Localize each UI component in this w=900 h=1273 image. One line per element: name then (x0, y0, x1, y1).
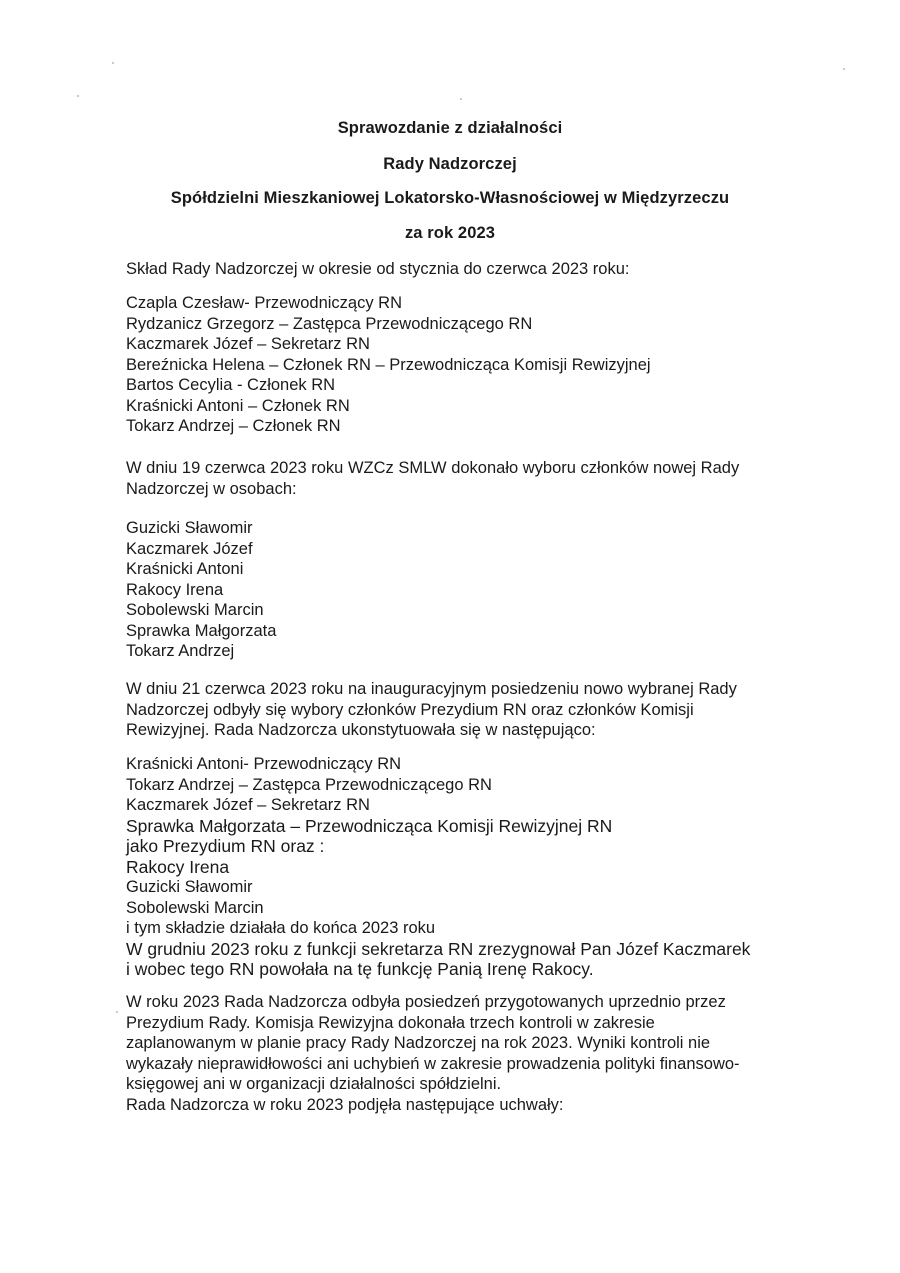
report-title-line4: za rok 2023 (404, 224, 496, 242)
section3-intro (126, 679, 806, 741)
section4-line1: W roku 2023 Rada Nadzorcza odbyła posiedzeń przygotowanych uprzednio przez (126, 993, 726, 1011)
list-item: Czapla Czesław- Przewodniczący RN (126, 294, 403, 312)
list-item: jako Prezydium RN oraz : (126, 836, 325, 856)
section2-intro (126, 458, 806, 499)
list-item: Sprawka Małgorzata – Przewodnicząca Komisji Rewizyjnej RN (126, 815, 613, 836)
list-item: i tym składzie działała do końca 2023 roku (126, 919, 436, 937)
list-item: Kraśnicki Antoni- Przewodniczący RN (126, 755, 402, 773)
section4-line3: zaplanowanym w planie pracy Rady Nadzorczej na rok 2023. Wyniki kontroli nie (126, 1034, 711, 1052)
list-item: Rakocy Irena (126, 580, 224, 599)
section3-intro-line2: Nadzorczej odbyły się wybory członków Prezydium RN oraz członków Komisji (126, 700, 694, 719)
section3-intro-line3: Rewizyjnej. Rada Nadzorcza ukonstytuowała się w następująco: (126, 721, 596, 739)
scan-speck (116, 1011, 118, 1013)
section3-list (126, 754, 806, 980)
list-item: Bereźnicka Helena – Członek RN – Przewodnicząca Komisji Rewizyjnej (126, 355, 651, 374)
section2-intro-line1: W dniu 19 czerwca 2023 roku WZCz SMLW dokonało wyboru członków nowej Rady (126, 459, 740, 477)
list-item: Sprawka Małgorzata (126, 621, 277, 640)
list-item: Kaczmarek Józef (126, 539, 253, 558)
section3-intro-line1: W dniu 21 czerwca 2023 roku na inauguracyjnym posiedzeniu nowo wybranej Rady (126, 680, 737, 698)
list-item: Tokarz Andrzej (126, 642, 235, 660)
list-item: Guzicki Sławomir (126, 519, 253, 537)
list-item: Tokarz Andrzej – Zastępca Przewodniczącego RN (126, 775, 492, 794)
report-title-line3: Spółdzielni Mieszkaniowej Lokatorsko-Własnościowej w Międzyrzeczu (170, 189, 730, 207)
resignation-line1: W grudniu 2023 roku z funkcji sekretarza RN zrezygnował Pan Józef Kaczmarek (126, 938, 751, 959)
section4-line6: Rada Nadzorcza w roku 2023 podjęła następujące uchwały: (126, 1095, 564, 1114)
section4-paragraph (126, 992, 806, 1115)
section2-intro-line2: Nadzorczej w osobach: (126, 479, 297, 498)
list-item: Bartos Cecylia - Członek RN (126, 376, 336, 394)
section4-line5: księgowej ani w organizacji działalności spółdzielni. (126, 1075, 502, 1093)
list-item: Rakocy Irena (126, 856, 230, 877)
list-item: Sobolewski Marcin (126, 898, 264, 917)
scan-speck (77, 95, 79, 97)
list-item: Kraśnicki Antoni (126, 560, 244, 578)
list-item: Kaczmarek Józef – Sekretarz RN (126, 796, 370, 814)
report-title-line2: Rady Nadzorczej (383, 155, 517, 173)
section2-members-list (126, 518, 806, 662)
list-item: Kraśnicki Antoni – Członek RN (126, 396, 350, 415)
section1-intro-text: Skład Rady Nadzorczej w okresie od stycznia do czerwca 2023 roku: (126, 260, 630, 278)
list-item: Rydzanicz Grzegorz – Zastępca Przewodniczącego RN (126, 314, 533, 333)
list-item: Guzicki Sławomir (126, 878, 253, 896)
list-item: Tokarz Andrzej – Członek RN (126, 417, 341, 435)
section4-line4: wykazały nieprawidłowości ani uchybień w zakresie prowadzenia polityki finansowo- (126, 1054, 740, 1073)
resignation-line2: i wobec tego RN powołała na tę funkcję Panią Irenę Rakocy. (126, 959, 594, 979)
scan-speck (112, 62, 114, 64)
section1-intro (126, 259, 806, 280)
report-title-line1: Sprawozdanie z działalności (337, 119, 563, 137)
scan-speck (843, 68, 845, 70)
section4-line2: Prezydium Rady. Komisja Rewizyjna dokonała trzech kontroli w zakresie (126, 1013, 655, 1032)
list-item: Sobolewski Marcin (126, 601, 264, 619)
list-item: Kaczmarek Józef – Sekretarz RN (126, 335, 370, 353)
scan-speck (460, 98, 462, 100)
section1-members-list (126, 293, 806, 437)
